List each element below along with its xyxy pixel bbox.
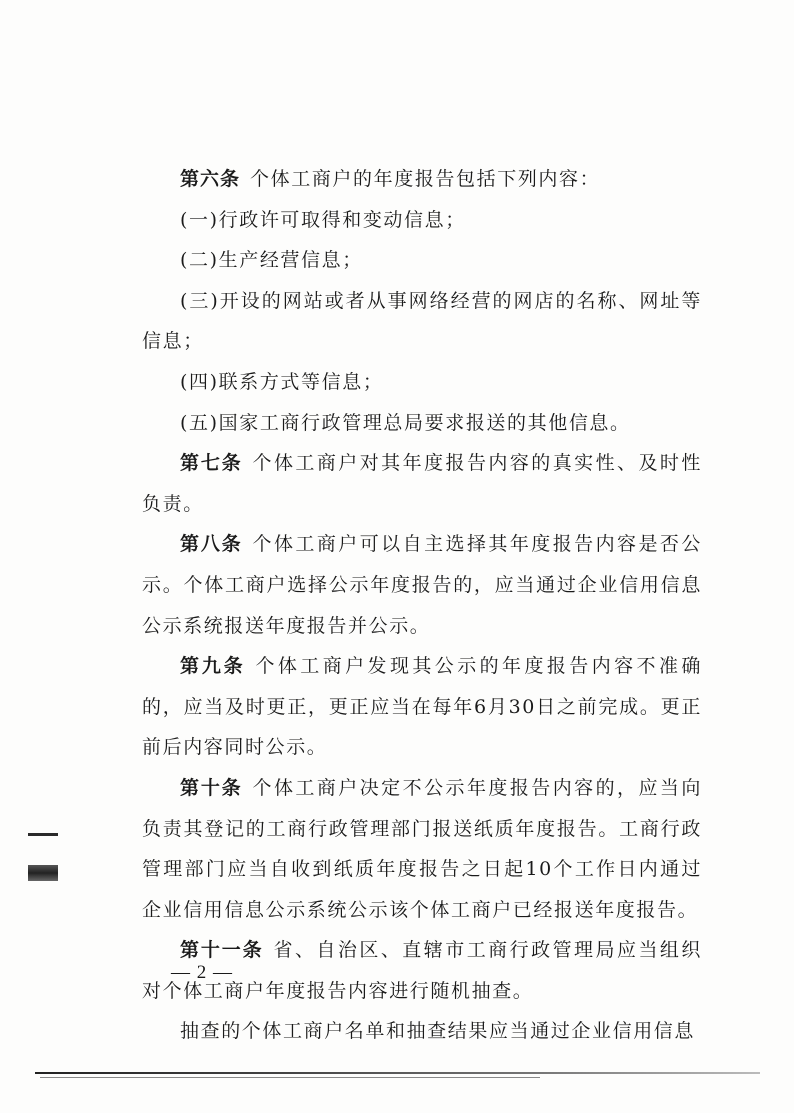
article-6: [142, 159, 702, 200]
article-heading: 第十条: [180, 776, 243, 799]
list-item-3: [142, 281, 702, 362]
list-item-text: (二)生产经营信息；: [180, 249, 363, 272]
article-text: 个体工商户发现其公示的年度报告内容不准确的，应当及时更正，更正应当在每年6月30日之前完成。更正前后内容同时公示。: [142, 655, 702, 759]
binding-mark: [28, 833, 58, 836]
article-11-continued: [142, 1011, 702, 1052]
article-text: 个体工商户的年度报告包括下列内容：: [250, 168, 601, 190]
list-item-4: [142, 362, 702, 403]
article-text: 省、自治区、直辖市工商行政管理局应当组织对个体工商户年度报告内容进行随机抽查。: [142, 939, 702, 1002]
article-text: 个体工商户可以自主选择其年度报告内容是否公示。个体工商户选择公示年度报告的，应当通过企业信用信息公示系统报送年度报告并公示。: [142, 533, 702, 637]
article-text: 抽查的个体工商户名单和抽查结果应当通过企业信用信息: [180, 1020, 696, 1043]
regulation-body: [142, 159, 702, 1052]
scan-edge-line: [40, 1077, 540, 1078]
list-item-text: (四)联系方式等信息；: [180, 370, 384, 393]
article-7: [142, 443, 702, 524]
article-10: [142, 768, 702, 930]
list-item-text: (五)国家工商行政管理总局要求报送的其他信息。: [180, 411, 631, 434]
list-item-text: (三)开设的网站或者从事网络经营的网店的名称、网址等信息；: [142, 289, 702, 353]
article-text: 个体工商户决定不公示年度报告内容的，应当向负责其登记的工商行政管理部门报送纸质年度报告。工商行政管理部门应当自收到纸质年度报告之日起10个工作日内通过企业信用信息公示系统公示该个体工商户已经报送年度报告。: [142, 776, 702, 921]
article-heading: 第七条: [180, 452, 243, 475]
list-item-2: [142, 240, 702, 281]
article-9: [142, 646, 702, 768]
list-item-1: [142, 200, 702, 241]
article-heading: 第九条: [180, 655, 246, 678]
scan-edge-line: [35, 1072, 760, 1074]
article-heading: 第八条: [180, 533, 243, 556]
article-text: 个体工商户对其年度报告内容的真实性、及时性负责。: [142, 452, 702, 515]
list-item-text: (一)行政许可取得和变动信息；: [180, 208, 466, 231]
binding-mark: [28, 865, 58, 881]
list-item-5: [142, 403, 702, 444]
article-heading: 第十一条: [180, 939, 264, 962]
article-heading: 第六条: [180, 168, 241, 190]
page-number: — 2 —: [171, 962, 233, 983]
article-8: [142, 524, 702, 646]
